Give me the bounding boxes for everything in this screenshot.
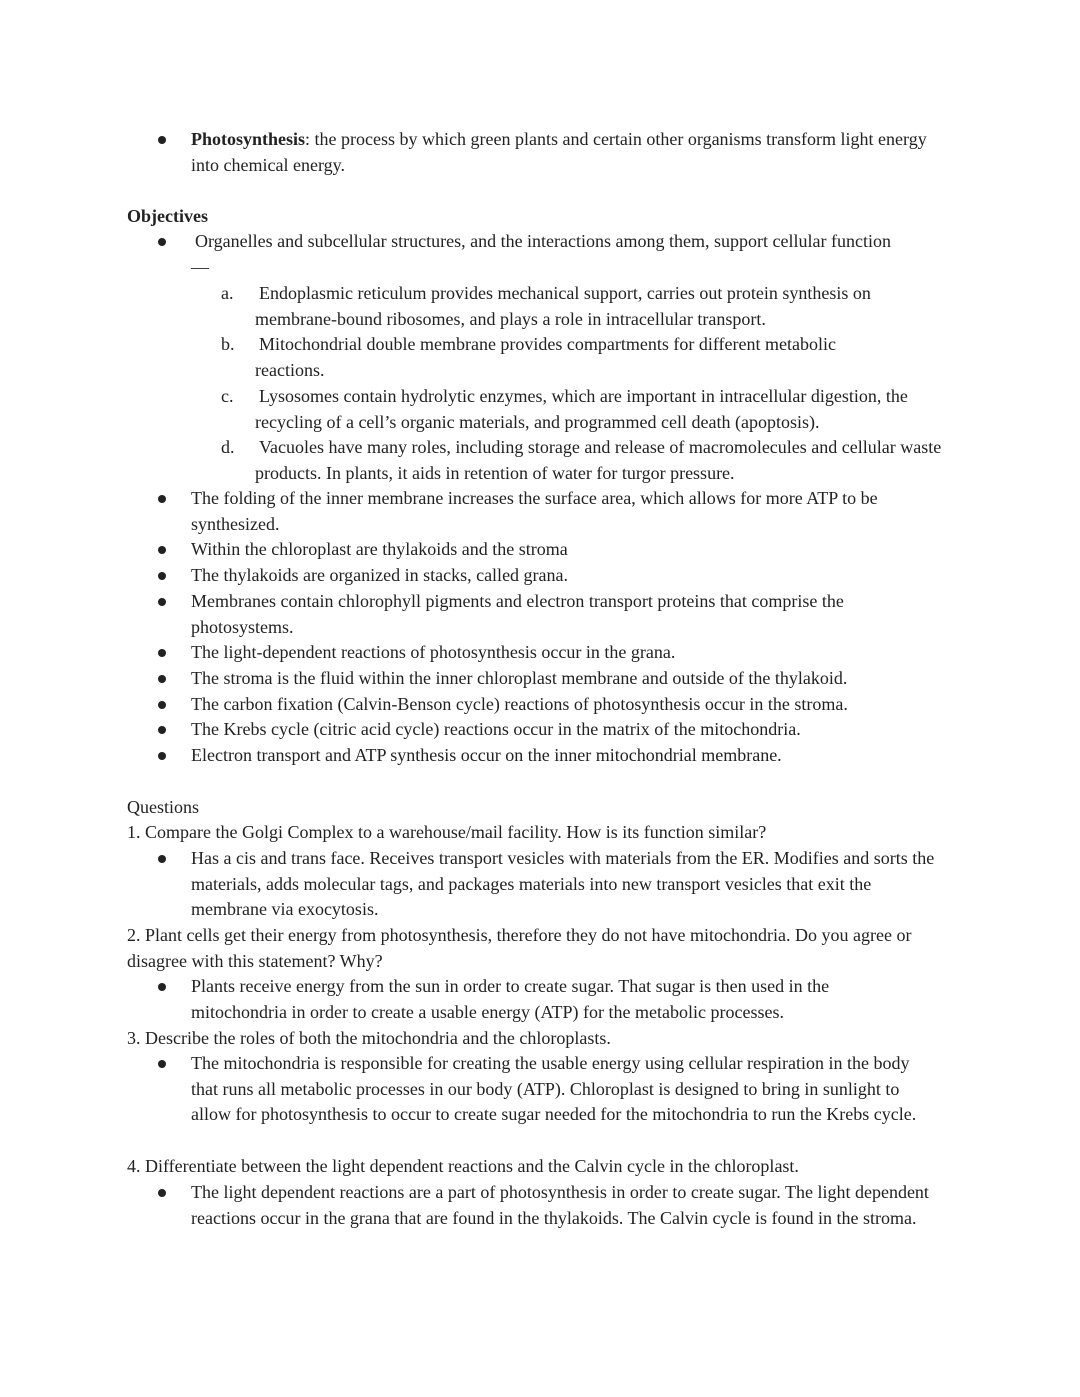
objective-intro-text: Organelles and subcellular structures, and the interactions among them, support cellular function—	[191, 231, 891, 277]
objective-intro-bullet	[191, 229, 891, 280]
answer-1: Has a cis and trans face. Receives transport vesicles with materials from the ER. Modifies and sorts the materials, adds molecular tags, and packages materials into new transport vesicles that exit the membrane via exocytosis.	[191, 846, 936, 923]
answer-3: The mitochondria is responsible for creating the usable energy using cellular respiration in the body that runs all metabolic processes in our body (ATP). Chloroplast is designed to bring in sunlight to allow for photosynthesis to occur to create sugar needed for the mitochondria to run the Krebs cycle.	[191, 1051, 936, 1128]
question-1: 1. Compare the Golgi Complex to a warehouse/mail facility. How is its function similar?	[127, 822, 767, 842]
sub-item-text: Lysosomes contain hydrolytic enzymes, which are important in intracellular digestion, the recycling of a cell’s organic materials, and programmed cell death (apoptosis).	[255, 385, 908, 432]
objective-bullet: Membranes contain chlorophyll pigments and electron transport proteins that comprise the photosystems.	[191, 589, 901, 640]
objective-bullet: The folding of the inner membrane increases the surface area, which allows for more ATP to be synthesized.	[191, 486, 936, 537]
objective-bullets	[191, 486, 951, 769]
objective-sublist	[221, 281, 955, 487]
objective-bullet: The carbon fixation (Calvin-Benson cycle) reactions of photosynthesis occur in the stroma.	[191, 692, 951, 718]
bullet-icon	[158, 649, 166, 657]
sub-item	[221, 384, 955, 435]
sub-item-text: Endoplasmic reticulum provides mechanical support, carries out protein synthesis on membrane-bound ribosomes, and plays a role in intracellular transport.	[255, 283, 871, 329]
bullet-icon	[158, 238, 166, 246]
bullet-icon	[158, 546, 166, 554]
bullet-icon	[158, 752, 166, 760]
objective-bullet: Within the chloroplast are thylakoids and the stroma	[191, 537, 951, 563]
intro-text	[191, 129, 927, 175]
objective-bullet: Electron transport and ATP synthesis occur on the inner mitochondrial membrane.	[191, 743, 951, 769]
bullet-icon	[158, 495, 166, 503]
bullet-icon	[158, 701, 166, 709]
sub-item	[221, 332, 955, 383]
objective-bullet: The Krebs cycle (citric acid cycle) reactions occur in the matrix of the mitochondria.	[191, 717, 951, 743]
sub-item-text: Vacuoles have many roles, including storage and release of macromolecules and cellular waste products. In plants, it aids in retention of water for turgor pressure.	[255, 437, 942, 483]
objective-bullet: The thylakoids are organized in stacks, called grana.	[191, 563, 951, 589]
bullet-icon	[158, 1060, 166, 1068]
bullet-icon	[158, 855, 166, 863]
bullet-icon	[158, 726, 166, 734]
bullet-icon	[158, 572, 166, 580]
bullet-icon	[158, 675, 166, 683]
question-2: 2. Plant cells get their energy from photosynthesis, therefore they do not have mitochondria. Do you agree or disagree with this statement? Why?	[127, 925, 912, 971]
objective-bullet: The light-dependent reactions of photosynthesis occur in the grana.	[191, 640, 951, 666]
sub-item	[221, 435, 955, 486]
answer-2: Plants receive energy from the sun in order to create sugar. That sugar is then used in the mitochondria in order to create a usable energy (ATP) for the metabolic processes.	[191, 974, 891, 1025]
sub-item-label: b.	[221, 334, 235, 355]
intro-term: Photosynthesis	[191, 129, 306, 149]
objectives-heading: Objectives	[127, 206, 208, 226]
bullet-icon	[158, 983, 166, 991]
bullet-icon	[158, 598, 166, 606]
sub-item-label: d.	[221, 437, 235, 458]
answer-4: The light dependent reactions are a part of photosynthesis in order to create sugar. The light dependent reactions occur in the grana that are found in the thylakoids. The Calvin cycle is found in the stroma.	[191, 1180, 951, 1231]
sub-item-label: a.	[221, 283, 234, 303]
objective-bullet: The stroma is the fluid within the inner chloroplast membrane and outside of the thylakoid.	[191, 666, 951, 692]
intro-definition: : the process by which green plants and certain other organisms transform light energy into chemical energy.	[191, 129, 927, 175]
sub-item-text: Mitochondrial double membrane provides compartments for different metabolic reactions.	[255, 334, 836, 381]
sub-item	[221, 281, 955, 332]
questions-heading: Questions	[127, 797, 199, 817]
question-3: 3. Describe the roles of both the mitochondria and the chloroplasts.	[127, 1028, 611, 1048]
question-4: 4. Differentiate between the light dependent reactions and the Calvin cycle in the chloroplast.	[127, 1156, 799, 1176]
sub-item-label: c.	[221, 385, 234, 406]
bullet-icon	[158, 136, 166, 144]
bullet-icon	[158, 1189, 166, 1197]
intro-bullet	[191, 127, 951, 178]
